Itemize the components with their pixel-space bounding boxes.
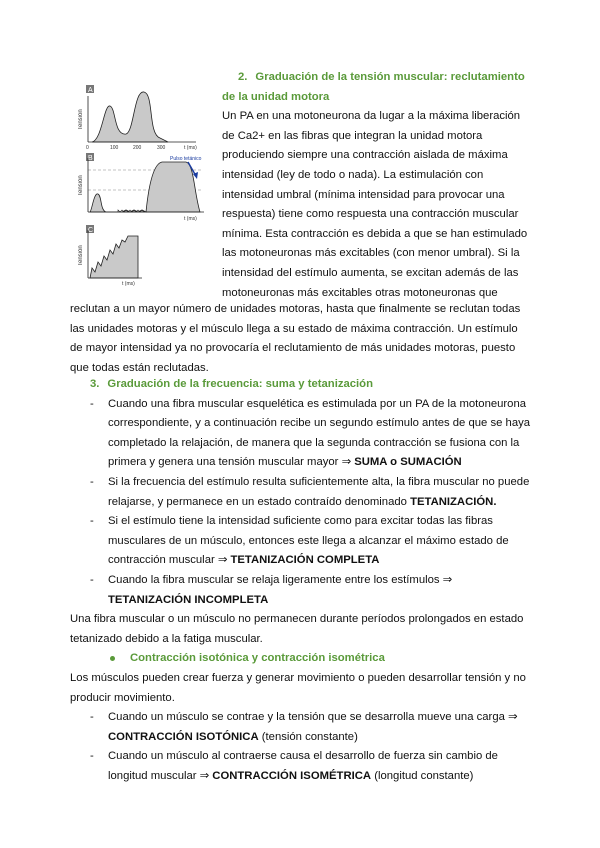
list-item-bold: TETANIZACIÓN.	[410, 495, 497, 508]
section-2-line: intensidad (ley de todo o nada). La estimulación con	[222, 168, 484, 181]
panel-c-ylabel: Tensión	[78, 245, 84, 266]
panel-a-tick-0: 0	[86, 145, 89, 150]
list-item	[70, 473, 532, 512]
list-item-text: Cuando un músculo al contraerse causa el desarrollo de fuerza sin cambio de longitud muscular ⇒	[108, 750, 498, 782]
section-4-heading	[90, 649, 532, 669]
section-3-heading	[90, 375, 532, 395]
list-item-bold: CONTRACCIÓN ISOMÉTRICA	[212, 769, 372, 782]
section-2-line: Un PA en una motoneurona da lugar a la máxima liberación	[222, 110, 521, 123]
list-item-text: Si la frecuencia del estímulo resulta suficientemente alta, la fibra muscular no puede relajarse, y permanece en un estado contraído denominado	[108, 475, 530, 508]
section-2-line: intensidad del estímulo aumenta, se excitan además de las	[222, 266, 519, 279]
section-2-line: las motoneuronas más excitables (con menor umbral). Si la	[222, 247, 520, 260]
section-2-line: produciendo siempre una contracción aislada de máxima	[222, 149, 508, 162]
list-item-bold: CONTRACCIÓN ISOTÓNICA	[108, 730, 259, 743]
section-2-continuation: reclutan a un mayor número de unidades motoras, hasta que finalmente se reclutan todas las unidades motoras y el músculo llega a su estado de máxima contracción. Un estímulo de mayor intensidad ya no provocaría el reclutamiento de más unidades motoras, puesto que todas están reclutadas.	[70, 303, 521, 374]
panel-a-twitch-curve	[92, 92, 168, 142]
list-item	[70, 747, 532, 786]
figure-panel-b	[78, 152, 218, 222]
list-item-text: Si el estímulo tiene la intensidad suficiente como para excitar todas las fibras musculares de un músculo, entonces este llega a alcanzar el máximo estado de contracción muscular ⇒	[108, 515, 509, 567]
list-item-bold: TETANIZACIÓN INCOMPLETA	[108, 593, 269, 606]
list-item	[70, 395, 532, 473]
section-4-list	[70, 708, 532, 786]
figure-panel-c	[78, 224, 218, 286]
panel-c-letter: C	[88, 227, 94, 234]
section-2-line: motoneuronas más excitables otras motoneuronas que	[222, 286, 498, 299]
panel-b-letter: B	[88, 155, 93, 162]
list-item-after: (longitud constante)	[371, 769, 474, 782]
section-2-heading	[222, 68, 534, 88]
section-2-line: de Ca2+ en las fibras que integran la unidad motora	[222, 129, 483, 142]
list-item-bold: SUMA o SUMACIÓN	[354, 456, 462, 469]
fatigue-paragraph: Una fibra muscular o un músculo no permanecen durante períodos prolongados en estado tetanizado debido a la fatiga muscular.	[70, 613, 524, 645]
bullet-dot-icon	[110, 656, 115, 661]
panel-c-xlabel: t (ms)	[122, 281, 135, 286]
panel-b-annotation: Pulso tetánico	[170, 156, 202, 162]
panel-a-tick-3: 300	[157, 145, 166, 150]
panel-a-xlabel: t (ms)	[184, 145, 197, 150]
panel-b-tetanus-curve	[90, 162, 200, 212]
figure-panel-a	[78, 84, 218, 150]
section-3-title: Graduación de la frecuencia: suma y tetanización	[107, 378, 373, 390]
section-2-line: intensidad umbral (mínima intensidad para provocar una	[222, 188, 505, 201]
section-3-number: 3.	[90, 378, 100, 390]
section-3-list	[70, 395, 532, 611]
list-item	[70, 512, 532, 571]
section-3	[70, 375, 532, 786]
section-2-intro	[222, 68, 534, 303]
list-item	[70, 571, 532, 610]
panel-a-ylabel: Tensión	[78, 109, 84, 130]
section-2-line: mínima. Esta contracción es debida a que se han estimulado	[222, 227, 528, 240]
section-2-title-line1: Graduación de la tensión muscular: reclutamiento	[255, 71, 525, 83]
muscle-tension-figure	[78, 84, 218, 284]
list-item	[70, 708, 532, 747]
panel-a-tick-2: 200	[133, 145, 142, 150]
section-2-number: 2.	[238, 71, 248, 83]
list-item-after: (tensión constante)	[258, 730, 358, 743]
panel-c-summation-curve	[90, 236, 138, 278]
list-item-text: Cuando la fibra muscular se relaja ligeramente entre los estímulos ⇒	[108, 573, 453, 586]
panel-a-tick-1: 100	[110, 145, 119, 150]
panel-a-letter: A	[88, 87, 93, 94]
list-item-text: Cuando una fibra muscular esquelética es estimulada por un PA de la motoneurona correspondiente, y a continuación recibe un segundo estímulo antes de que se haya completado la relajación, de manera que la segunda contracción se fusiona con la primera y genera una tensión muscular mayor ⇒	[108, 397, 531, 469]
section-2-line: respuesta) tiene como respuesta una contracción muscular	[222, 208, 519, 221]
panel-b-ylabel: Tensión	[78, 175, 84, 196]
section-2-title-line2: de la unidad motora	[222, 90, 330, 103]
panel-b-xlabel: t (ms)	[184, 216, 197, 222]
list-item-text: Cuando un músculo se contrae y la tensión que se desarrolla mueve una carga ⇒	[108, 711, 518, 724]
section-4-intro: Los músculos pueden crear fuerza y generar movimiento o pueden desarrollar tensión y no producir movimiento.	[70, 671, 526, 704]
section-4-title: Contracción isotónica y contracción isométrica	[130, 652, 385, 665]
list-item-bold: TETANIZACIÓN COMPLETA	[230, 554, 380, 567]
